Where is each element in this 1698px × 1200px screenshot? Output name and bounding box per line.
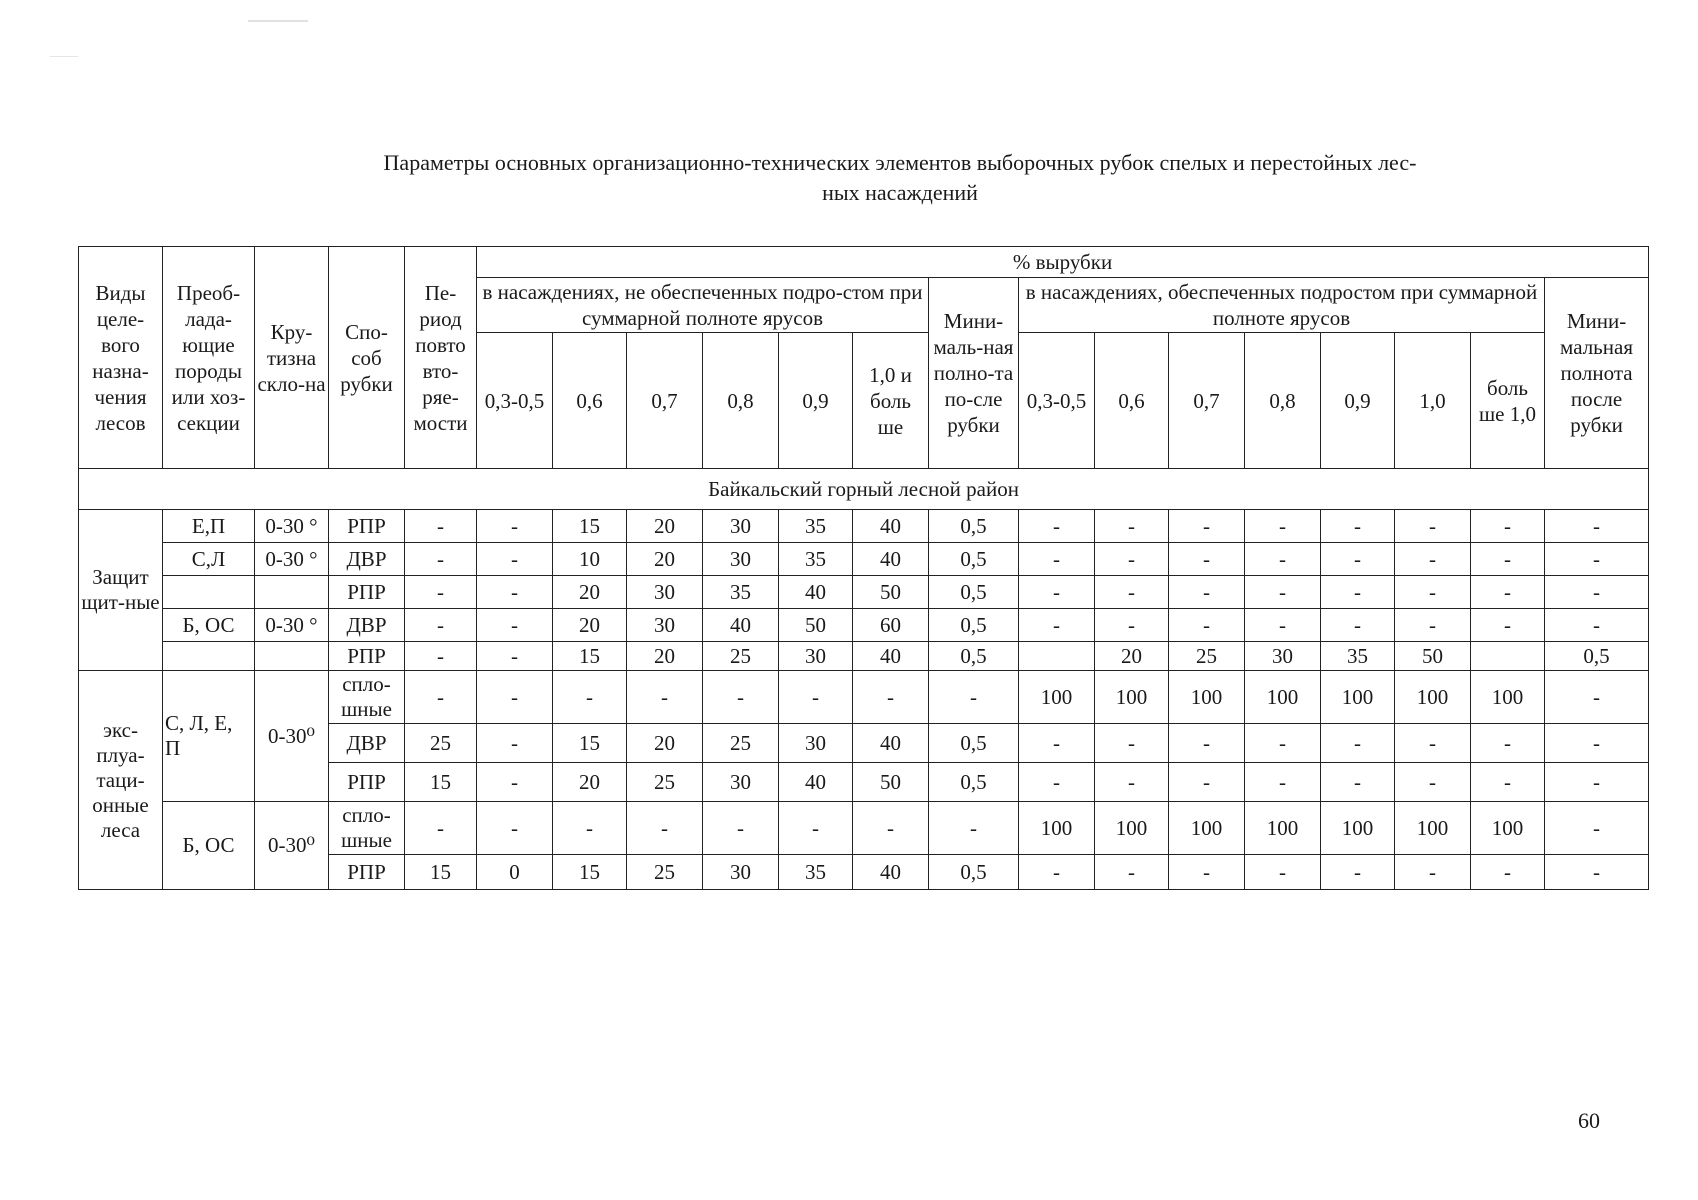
cell-a: - <box>779 802 853 855</box>
cell-b: - <box>1471 763 1545 802</box>
cell-b: 100 <box>1321 802 1395 855</box>
cell-a: 30 <box>703 855 779 890</box>
cell-period: - <box>405 543 477 576</box>
cell-a: - <box>627 671 703 724</box>
cell-a: - <box>477 802 553 855</box>
cell-sposob: ДВР <box>329 543 405 576</box>
cell-period: - <box>405 609 477 642</box>
cell-period: 15 <box>405 763 477 802</box>
cell-poroda <box>163 642 255 671</box>
cell-a: 40 <box>779 576 853 609</box>
cell-min-b: - <box>1545 855 1649 890</box>
cell-krutizna: 0-30 ° <box>255 510 329 543</box>
cell-krutizna: 0-30 ° <box>255 543 329 576</box>
col-b-5: 0,9 <box>1321 333 1395 469</box>
table-row <box>79 510 1649 543</box>
cell-period: - <box>405 510 477 543</box>
cell-b: - <box>1245 510 1321 543</box>
cell-b <box>1019 642 1095 671</box>
cell-a: 20 <box>553 609 627 642</box>
cell-period: 25 <box>405 724 477 763</box>
cell-a: 35 <box>779 855 853 890</box>
cell-b: 100 <box>1095 802 1169 855</box>
cell-b: - <box>1245 576 1321 609</box>
cell-krutizna: 0-30⁰ <box>255 802 329 890</box>
cell-a: 40 <box>779 763 853 802</box>
cell-krutizna <box>255 642 329 671</box>
cell-a: - <box>477 671 553 724</box>
cell-b <box>1471 642 1545 671</box>
cell-a: 50 <box>779 609 853 642</box>
cell-a: 30 <box>627 576 703 609</box>
cell-b: 100 <box>1395 802 1471 855</box>
cell-min-b: - <box>1545 671 1649 724</box>
cell-b: 100 <box>1169 671 1245 724</box>
col-a-3: 0,7 <box>627 333 703 469</box>
cell-a: 20 <box>627 642 703 671</box>
cell-sposob: РПР <box>329 763 405 802</box>
cell-b: 25 <box>1169 642 1245 671</box>
header-provided: в насаждениях, обеспеченных подростом при суммарной полноте ярусов <box>1019 278 1545 333</box>
cell-b: - <box>1471 609 1545 642</box>
cell-b: - <box>1019 543 1095 576</box>
cell-a: 25 <box>703 724 779 763</box>
table-row <box>79 671 1649 724</box>
cell-b: 100 <box>1019 671 1095 724</box>
cell-a: - <box>703 802 779 855</box>
cell-b: - <box>1321 543 1395 576</box>
header-sposob: Спо-соб рубки <box>329 247 405 469</box>
cell-a: 40 <box>853 543 929 576</box>
cell-min-a: 0,5 <box>929 576 1019 609</box>
cell-a: - <box>779 671 853 724</box>
cell-poroda <box>163 576 255 609</box>
cell-b: - <box>1471 510 1545 543</box>
cell-b: - <box>1169 510 1245 543</box>
cell-b: - <box>1095 510 1169 543</box>
cell-a: 30 <box>779 724 853 763</box>
cell-b: - <box>1019 724 1095 763</box>
cell-b: 20 <box>1095 642 1169 671</box>
cell-a: 35 <box>779 543 853 576</box>
cell-a: - <box>703 671 779 724</box>
cell-b: - <box>1395 609 1471 642</box>
cell-a: 40 <box>853 724 929 763</box>
page-title <box>180 148 1620 208</box>
cell-a: 35 <box>779 510 853 543</box>
cell-period: - <box>405 576 477 609</box>
cell-b: 100 <box>1169 802 1245 855</box>
header-min-a: Мини-маль-ная полно-та по-сле рубки <box>929 278 1019 469</box>
cell-b: - <box>1245 543 1321 576</box>
cell-b: - <box>1395 763 1471 802</box>
cell-poroda: С,Л <box>163 543 255 576</box>
header-vidy: Виды целе-вого назна-чения лесов <box>79 247 163 469</box>
cell-b: - <box>1245 855 1321 890</box>
header-porody: Преоб-лада-ющие породы или хоз-секции <box>163 247 255 469</box>
title-line-1: Параметры основных организационно-технических элементов выборочных рубок спелых и перестойных лес- <box>383 150 1417 175</box>
cell-a: 25 <box>703 642 779 671</box>
cell-b: - <box>1321 724 1395 763</box>
cell-b: 100 <box>1395 671 1471 724</box>
cell-b: 35 <box>1321 642 1395 671</box>
cell-a: 10 <box>553 543 627 576</box>
table-row <box>79 543 1649 576</box>
cell-sposob: РПР <box>329 642 405 671</box>
cell-a: 30 <box>703 543 779 576</box>
cell-b: 100 <box>1245 802 1321 855</box>
cell-min-b: - <box>1545 609 1649 642</box>
cell-a: - <box>477 510 553 543</box>
cell-a: 30 <box>703 510 779 543</box>
cell-b: - <box>1471 543 1545 576</box>
cell-a: 40 <box>853 855 929 890</box>
cell-a: 50 <box>853 763 929 802</box>
cell-a: 20 <box>627 510 703 543</box>
col-b-2: 0,6 <box>1095 333 1169 469</box>
cell-b: - <box>1395 855 1471 890</box>
group-protective: Защит щит-ные <box>79 510 163 671</box>
cell-a: 30 <box>703 763 779 802</box>
cell-a: 40 <box>853 642 929 671</box>
cell-a: 25 <box>627 855 703 890</box>
header-min-b: Мини-мальная полнота после рубки <box>1545 278 1649 469</box>
cell-min-b: 0,5 <box>1545 642 1649 671</box>
cell-b: - <box>1321 855 1395 890</box>
cell-b: - <box>1095 763 1169 802</box>
cell-b: - <box>1095 855 1169 890</box>
table-row <box>79 802 1649 855</box>
cell-b: - <box>1395 724 1471 763</box>
cell-b: - <box>1019 576 1095 609</box>
header-krutizna: Кру-тизна скло-на <box>255 247 329 469</box>
col-b-7: боль ше 1,0 <box>1471 333 1545 469</box>
col-b-6: 1,0 <box>1395 333 1471 469</box>
cell-period: - <box>405 802 477 855</box>
col-a-4: 0,8 <box>703 333 779 469</box>
cell-b: 100 <box>1471 671 1545 724</box>
cell-min-a: 0,5 <box>929 855 1019 890</box>
cell-b: - <box>1395 576 1471 609</box>
cell-b: - <box>1095 724 1169 763</box>
cell-poroda: Е,П <box>163 510 255 543</box>
cell-min-a: 0,5 <box>929 763 1019 802</box>
header-vyrubka: % вырубки <box>477 247 1649 278</box>
cell-a: - <box>853 802 929 855</box>
cell-b: - <box>1321 609 1395 642</box>
cell-b: 100 <box>1471 802 1545 855</box>
cell-a: 60 <box>853 609 929 642</box>
cell-b: - <box>1245 763 1321 802</box>
cell-b: 50 <box>1395 642 1471 671</box>
cell-a: 25 <box>627 763 703 802</box>
cell-poroda: Б, ОС <box>163 802 255 890</box>
cell-a: 40 <box>853 510 929 543</box>
cell-min-b: - <box>1545 543 1649 576</box>
cell-a: - <box>627 802 703 855</box>
cell-b: - <box>1095 543 1169 576</box>
col-a-1: 0,3-0,5 <box>477 333 553 469</box>
group-exploitation: экс-плуа-таци-онные леса <box>79 671 163 890</box>
cell-a: 15 <box>553 510 627 543</box>
cell-krutizna <box>255 576 329 609</box>
cell-b: 100 <box>1321 671 1395 724</box>
cell-a: 30 <box>627 609 703 642</box>
cell-b: - <box>1395 510 1471 543</box>
cell-b: - <box>1169 543 1245 576</box>
cell-period: - <box>405 642 477 671</box>
cell-krutizna: 0-30 ° <box>255 609 329 642</box>
cell-sposob: спло-шные <box>329 802 405 855</box>
cell-min-b: - <box>1545 763 1649 802</box>
cell-a: 20 <box>627 543 703 576</box>
cell-a: - <box>477 763 553 802</box>
cell-min-a: 0,5 <box>929 609 1019 642</box>
col-a-2: 0,6 <box>553 333 627 469</box>
col-b-3: 0,7 <box>1169 333 1245 469</box>
cell-b: - <box>1169 576 1245 609</box>
cell-b: - <box>1245 724 1321 763</box>
cell-a: 20 <box>553 763 627 802</box>
felling-parameters-table <box>78 246 1649 890</box>
cell-a: - <box>477 543 553 576</box>
header-not-provided: в насаждениях, не обеспеченных подро-стом при суммарной полноте ярусов <box>477 278 929 333</box>
cell-a: 35 <box>703 576 779 609</box>
cell-sposob: ДВР <box>329 724 405 763</box>
region-row: Байкальский горный лесной район <box>79 469 1649 510</box>
cell-sposob: спло-шные <box>329 671 405 724</box>
cell-min-b: - <box>1545 510 1649 543</box>
cell-b: 30 <box>1245 642 1321 671</box>
table-row <box>79 576 1649 609</box>
col-b-1: 0,3-0,5 <box>1019 333 1095 469</box>
cell-a: - <box>477 724 553 763</box>
cell-a: - <box>477 576 553 609</box>
cell-a: 15 <box>553 642 627 671</box>
table-row <box>79 642 1649 671</box>
cell-krutizna: 0-30⁰ <box>255 671 329 802</box>
cell-b: - <box>1169 609 1245 642</box>
cell-sposob: РПР <box>329 855 405 890</box>
cell-a: - <box>477 642 553 671</box>
cell-min-a: 0,5 <box>929 510 1019 543</box>
col-a-5: 0,9 <box>779 333 853 469</box>
cell-min-a: - <box>929 802 1019 855</box>
cell-min-b: - <box>1545 724 1649 763</box>
cell-a: 0 <box>477 855 553 890</box>
cell-b: - <box>1019 510 1095 543</box>
header-period: Пе-риод повто вто-ряе-мости <box>405 247 477 469</box>
cell-b: - <box>1321 510 1395 543</box>
cell-period: - <box>405 671 477 724</box>
cell-b: - <box>1471 724 1545 763</box>
cell-b: 100 <box>1019 802 1095 855</box>
cell-a: - <box>477 609 553 642</box>
cell-period: 15 <box>405 855 477 890</box>
cell-a: 20 <box>553 576 627 609</box>
cell-poroda: Б, ОС <box>163 609 255 642</box>
cell-b: - <box>1169 724 1245 763</box>
cell-b: - <box>1471 576 1545 609</box>
col-a-6: 1,0 и боль ше <box>853 333 929 469</box>
cell-b: - <box>1169 763 1245 802</box>
cell-min-a: 0,5 <box>929 543 1019 576</box>
cell-b: 100 <box>1095 671 1169 724</box>
cell-b: - <box>1321 763 1395 802</box>
cell-a: - <box>553 671 627 724</box>
cell-a: 30 <box>779 642 853 671</box>
page-number: 60 <box>1578 1108 1600 1133</box>
cell-b: - <box>1095 576 1169 609</box>
col-b-4: 0,8 <box>1245 333 1321 469</box>
cell-b: - <box>1395 543 1471 576</box>
cell-a: 15 <box>553 855 627 890</box>
cell-a: - <box>553 802 627 855</box>
cell-b: - <box>1019 763 1095 802</box>
cell-sposob: РПР <box>329 510 405 543</box>
cell-min-b: - <box>1545 576 1649 609</box>
cell-sposob: РПР <box>329 576 405 609</box>
cell-min-a: 0,5 <box>929 724 1019 763</box>
cell-b: - <box>1169 855 1245 890</box>
cell-b: - <box>1019 609 1095 642</box>
cell-b: - <box>1245 609 1321 642</box>
cell-a: 40 <box>703 609 779 642</box>
cell-a: 15 <box>553 724 627 763</box>
title-line-2: ных насаждений <box>822 180 978 205</box>
cell-a: 20 <box>627 724 703 763</box>
cell-b: - <box>1471 855 1545 890</box>
cell-min-b: - <box>1545 802 1649 855</box>
cell-b: - <box>1095 609 1169 642</box>
table-row <box>79 609 1649 642</box>
cell-min-a: - <box>929 671 1019 724</box>
cell-a: 50 <box>853 576 929 609</box>
cell-b: - <box>1019 855 1095 890</box>
cell-b: - <box>1321 576 1395 609</box>
cell-sposob: ДВР <box>329 609 405 642</box>
cell-b: 100 <box>1245 671 1321 724</box>
cell-poroda: С, Л, Е, П <box>163 671 255 802</box>
cell-a: - <box>853 671 929 724</box>
cell-min-a: 0,5 <box>929 642 1019 671</box>
